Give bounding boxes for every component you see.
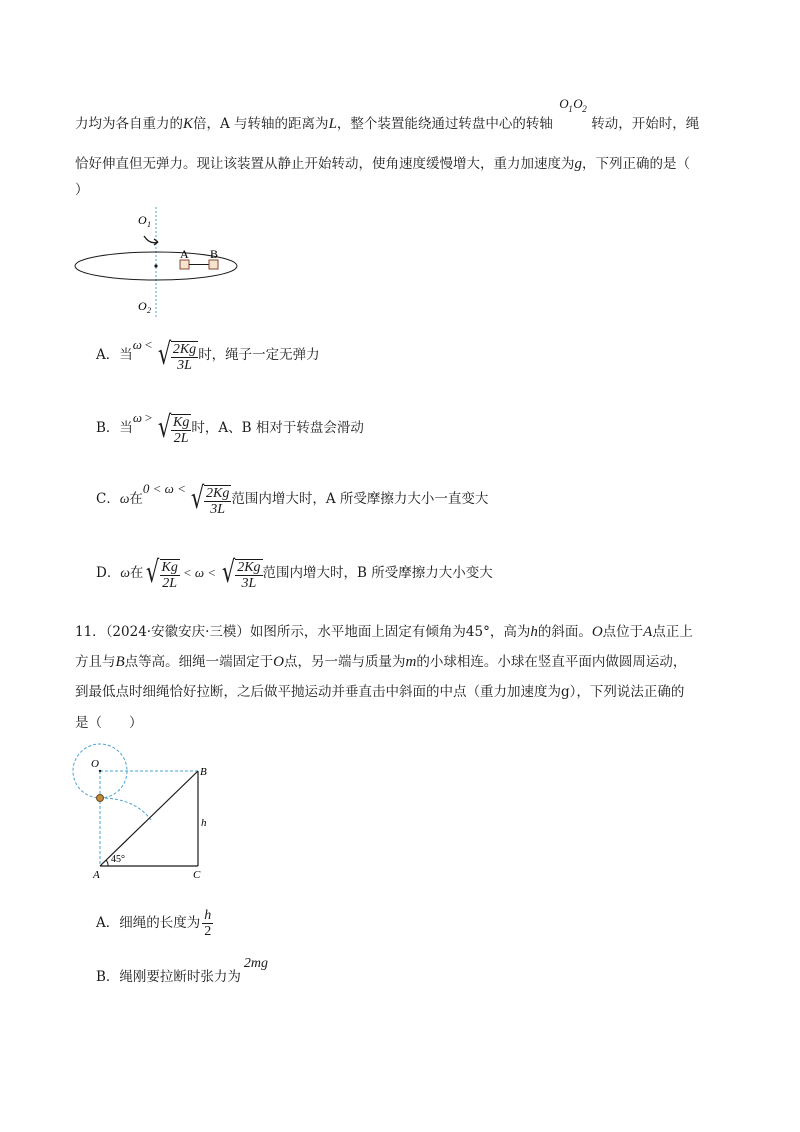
q10-option-a[interactable] — [96, 338, 320, 373]
var-B: B — [115, 654, 125, 670]
q10-line-3: ） — [75, 182, 89, 198]
option-text: B．绳刚要拉断时张力为 — [96, 969, 241, 985]
frac-numerator: Kg — [173, 415, 190, 430]
var-A: A — [643, 624, 653, 640]
q11-text: 点位于 — [602, 624, 644, 640]
label-o: O — [91, 758, 99, 770]
center-dot — [154, 264, 157, 267]
option-text: 时，绳子一定无弹力 — [198, 347, 320, 363]
q10-line-1 — [75, 96, 700, 134]
q11-line-4: 是（ ） — [75, 715, 143, 731]
label-o2: O — [138, 299, 147, 313]
angle-arc — [106, 860, 108, 866]
axis-sub-1: 1 — [568, 104, 573, 114]
label-h: h — [201, 817, 207, 829]
sqrt-sign: √ — [221, 555, 236, 590]
tension-value: 2mg — [243, 956, 269, 971]
point-o — [99, 770, 101, 772]
q11-text: 的斜面。 — [537, 624, 592, 640]
q11-text: 方且与 — [75, 654, 116, 670]
frac-numerator: 2Kg — [206, 486, 230, 501]
incline-figure — [65, 742, 225, 882]
option-text: A．细绳的长度为 — [96, 915, 201, 931]
projectile-path — [100, 798, 151, 820]
label-o2-sub: 2 — [147, 306, 151, 315]
ball — [97, 795, 104, 802]
label-angle: 45° — [111, 854, 125, 865]
q10-text: 力均为各自重力的 — [75, 116, 183, 132]
omega: ω — [132, 410, 143, 425]
option-text: 范围内增大时，B 所受摩擦力大小变大 — [262, 565, 493, 581]
option-text: A．当 — [96, 347, 133, 363]
sqrt-expression — [188, 482, 231, 517]
axis-o-1: O — [559, 96, 569, 111]
frac-numerator: 2Kg — [172, 342, 197, 357]
relation: < ω < — [182, 565, 217, 580]
relation: < — [143, 337, 153, 352]
q10-text: 倍，A 与转轴的距离为 — [193, 116, 329, 132]
q11-line-1 — [75, 622, 693, 642]
relation: > — [144, 410, 153, 425]
frac-numerator: Kg — [161, 560, 178, 575]
label-o1-sub: 1 — [147, 220, 151, 229]
frac-denominator: 3L — [204, 501, 231, 517]
q11-text: 如图所示，水平地面上固定有倾角为45°，高为 — [249, 624, 531, 640]
block-a — [180, 260, 189, 269]
var-K: K — [183, 116, 194, 132]
question-source: （2024·安徽安庆·三模） — [105, 624, 250, 640]
frac-denominator: 3L — [171, 357, 198, 373]
frac-denominator: 3L — [235, 575, 262, 591]
label-a: A — [93, 869, 100, 881]
sqrt-expression-2 — [219, 556, 262, 591]
q11-option-a[interactable] — [96, 908, 213, 939]
option-text: B．当 — [96, 420, 133, 436]
range-expression: 0 < ω < — [142, 481, 186, 496]
axis-o1o2 — [557, 96, 591, 128]
frac-numerator: 2Kg — [237, 560, 261, 575]
var-L: L — [328, 116, 337, 132]
q10-option-b[interactable] — [96, 411, 364, 446]
var-O: O — [591, 624, 603, 640]
turntable-figure — [70, 205, 250, 323]
q10-line-2 — [75, 154, 690, 174]
q11-line-2 — [75, 652, 686, 672]
q10-option-c[interactable] — [96, 482, 488, 517]
frac-denominator: 2L — [171, 430, 191, 446]
option-text: C． — [96, 491, 120, 507]
q11-line-3: 到最低点时细绳恰好拉断，之后做平抛运动并垂直击中斜面的中点（重力加速度为g），下列说法正确的 — [75, 684, 685, 700]
frac-denominator: 2L — [160, 575, 180, 591]
q11-text: 的小球相连。小球在竖直平面内做圆周运动， — [416, 654, 687, 670]
var-h: h — [530, 624, 538, 640]
sqrt-expression — [155, 338, 198, 373]
label-o1: O — [138, 213, 147, 227]
axis-sub-2: 2 — [582, 104, 587, 114]
question-number: 11． — [75, 624, 106, 640]
sqrt-sign: √ — [146, 555, 160, 590]
frac-denominator: 2 — [204, 924, 212, 939]
q10-text: ，下列正确的是（ — [582, 156, 690, 172]
var-g: g — [574, 156, 582, 172]
sqrt-expression-1 — [143, 556, 179, 591]
q11-option-b[interactable] — [96, 956, 269, 988]
omega: ω — [132, 337, 142, 352]
block-b — [209, 260, 218, 269]
option-text: 范围内增大时，A 所受摩擦力大小一直变大 — [231, 491, 489, 507]
sqrt-sign: √ — [190, 481, 205, 516]
option-text: D． — [96, 565, 121, 581]
incline-slope — [100, 771, 198, 866]
omega: ω — [119, 491, 130, 506]
label-b: B — [200, 766, 207, 778]
frac-numerator: h — [204, 908, 212, 923]
q11-text: 点等高。细绳一端固定于 — [124, 654, 274, 670]
label-b: B — [210, 247, 219, 261]
option-text: 时，A、B 相对于转盘会滑动 — [191, 420, 364, 436]
q10-text: ，整个装置能绕通过转盘中心的转轴 — [336, 116, 553, 132]
label-c: C — [193, 869, 201, 881]
option-text: 在 — [129, 565, 144, 581]
var-O: O — [273, 654, 285, 670]
sqrt-sign: √ — [157, 410, 172, 445]
q11-text: 点，另一端与质量为 — [284, 654, 406, 670]
label-a: A — [180, 247, 189, 261]
sqrt-expression — [155, 411, 191, 446]
option-text: 在 — [129, 491, 143, 507]
q11-text: 点正上 — [652, 624, 693, 640]
q10-text: 转动，开始时，绳 — [591, 116, 700, 132]
var-m: m — [405, 654, 417, 670]
q10-text: 恰好伸直但无弹力。现让该装置从静止开始转动，使角速度缓慢增大，重力加速度为 — [75, 156, 575, 172]
axis-o-2: O — [573, 96, 583, 111]
omega: ω — [120, 565, 130, 580]
q10-option-d[interactable] — [96, 556, 493, 591]
sqrt-sign: √ — [157, 337, 171, 372]
